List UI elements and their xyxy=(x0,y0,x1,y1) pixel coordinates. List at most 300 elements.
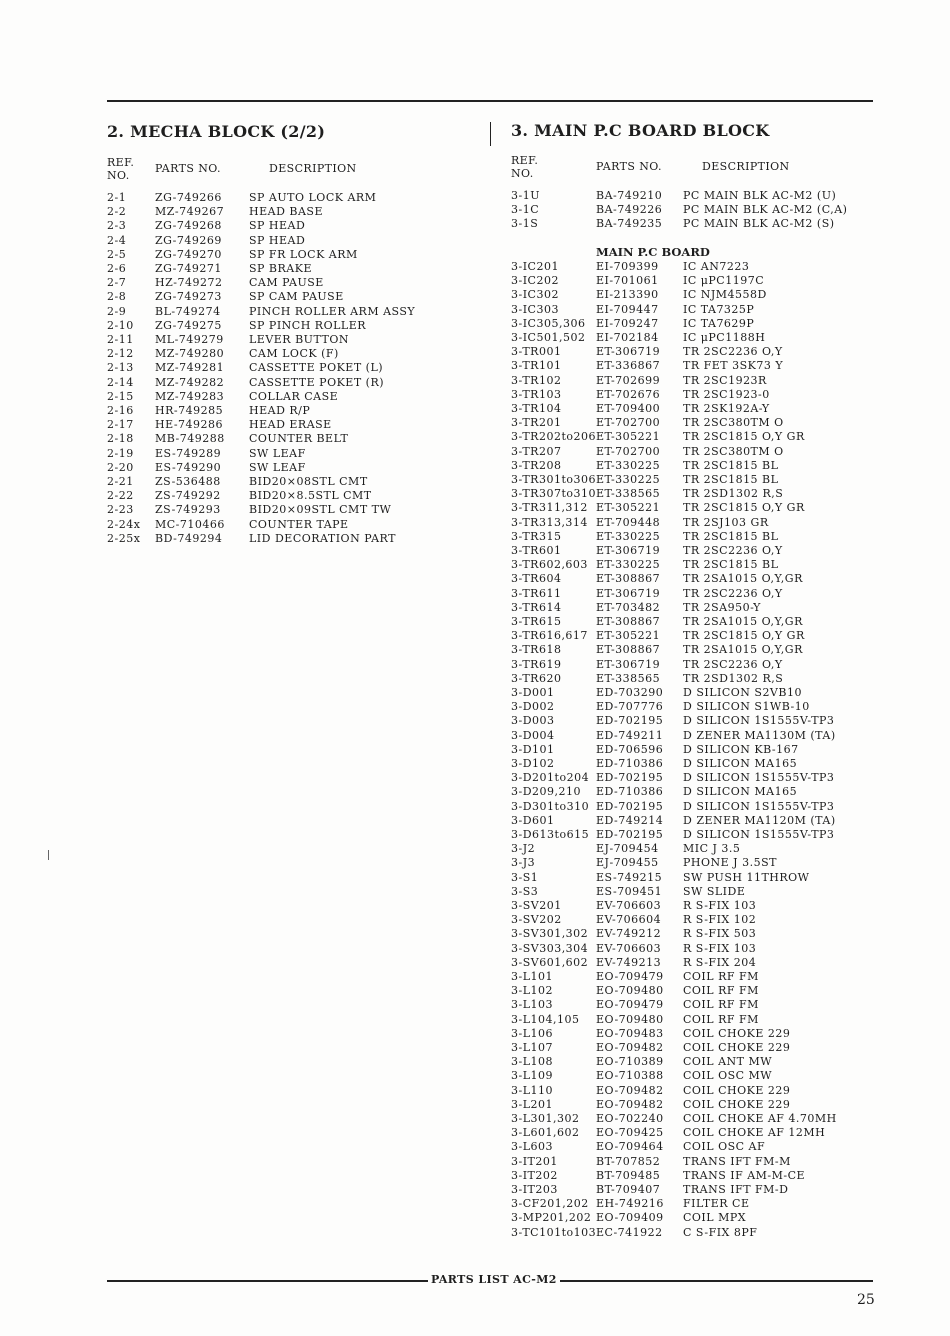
scan-mark xyxy=(48,850,49,860)
parts-no: ED-710386 xyxy=(596,757,664,770)
parts-no: BT-709407 xyxy=(596,1183,661,1196)
description: TR 2SC380TM O xyxy=(683,416,784,430)
ref-no: 3-TR616,617 xyxy=(511,629,588,643)
description: IC μPC1188H xyxy=(683,331,766,344)
parts-no: HE-749286 xyxy=(155,418,224,432)
ref-no: 3-D002 xyxy=(511,700,555,714)
ref-header-line1: REF. xyxy=(107,156,135,169)
description: IC TA7325P xyxy=(683,302,755,316)
description: COIL RF FM xyxy=(683,984,759,998)
parts-no: EO-710388 xyxy=(596,1069,664,1083)
parts-no: ET-709400 xyxy=(596,402,661,415)
description: SW LEAF xyxy=(249,460,306,474)
description: COIL RF FM xyxy=(683,970,759,983)
parts-no: ZG-749266 xyxy=(155,191,222,204)
ref-no: 2-4 xyxy=(107,233,127,247)
ref-no: 2-10 xyxy=(107,318,134,332)
description: COIL CHOKE AF 12MH xyxy=(683,1126,826,1140)
description: D SILICON KB-167 xyxy=(683,742,799,756)
parts-no: EI-701061 xyxy=(596,274,659,288)
parts-no: ET-305221 xyxy=(596,629,661,643)
description: PC MAIN BLK AC-M2 (C,A) xyxy=(683,203,848,217)
ref-no: 3-TR604 xyxy=(511,572,562,586)
parts-no: HZ-749272 xyxy=(155,276,223,290)
description: SP FR LOCK ARM xyxy=(249,247,358,261)
parts-no: EO-709425 xyxy=(596,1126,664,1140)
parts-no: BT-707852 xyxy=(596,1154,661,1168)
description: D SILICON 1S1555V-TP3 xyxy=(683,714,835,728)
parts-no: EI-709447 xyxy=(596,302,659,316)
parts-no: ET-306719 xyxy=(596,345,661,359)
ref-no: 2-22 xyxy=(107,489,134,503)
ref-no: 3-TR103 xyxy=(511,387,562,401)
ref-no: 3-SV202 xyxy=(511,913,562,927)
ref-no: 3-TR001 xyxy=(511,345,562,359)
description: TRANS IFT FM-D xyxy=(683,1183,789,1196)
ref-no: 2-6 xyxy=(107,262,127,275)
parts-no: ED-703290 xyxy=(596,686,664,699)
ref-no: 2-16 xyxy=(107,404,134,417)
parts-no: ZG-749268 xyxy=(155,219,222,233)
parts-no: BL-749274 xyxy=(155,304,221,318)
description: TRANS IFT FM-M xyxy=(683,1154,791,1168)
page-number: 25 xyxy=(857,1292,875,1308)
description: IC AN7223 xyxy=(683,260,750,273)
description: COUNTER BELT xyxy=(249,432,349,446)
parts-no: ET-305221 xyxy=(596,501,661,515)
parts-no: EO-709479 xyxy=(596,998,664,1012)
description: FILTER CE xyxy=(683,1197,750,1211)
ref-no: 3-TR201 xyxy=(511,416,562,430)
main-pc-board-subheading: MAIN P.C BOARD xyxy=(596,245,710,259)
parts-no: MZ-749281 xyxy=(155,361,225,375)
parts-no: EO-709464 xyxy=(596,1140,664,1154)
ref-no: 2-19 xyxy=(107,446,134,460)
ref-no: 3-IC201 xyxy=(511,260,559,273)
description: MIC J 3.5 xyxy=(683,842,741,856)
description: TR 2SC2236 O,Y xyxy=(683,345,783,359)
parts-no: ET-702700 xyxy=(596,416,661,430)
description: TR 2SA1015 O,Y,GR xyxy=(683,572,803,586)
ref-no: 2-23 xyxy=(107,503,134,517)
ref-no: 2-15 xyxy=(107,389,134,403)
parts-no: ET-308867 xyxy=(596,643,661,657)
ref-no: 3-TR315 xyxy=(511,529,562,543)
description: SP PINCH ROLLER xyxy=(249,318,367,332)
parts-no: EO-709482 xyxy=(596,1083,664,1097)
ref-no: 3-L301,302 xyxy=(511,1112,580,1125)
description: BID20×08STL CMT xyxy=(249,475,368,488)
right-parts-header: PARTS NO. xyxy=(596,160,662,173)
ref-no: 3-L108 xyxy=(511,1055,554,1069)
parts-no: BA-749235 xyxy=(596,217,663,231)
description: SP AUTO LOCK ARM xyxy=(249,191,377,204)
description: SP BRAKE xyxy=(249,262,312,275)
description: TR 2SC1815 BL xyxy=(683,529,779,543)
ref-no: 3-L107 xyxy=(511,1041,554,1054)
parts-no: EO-702240 xyxy=(596,1112,664,1125)
description: R S-FIX 102 xyxy=(683,913,757,927)
description: CASSETTE POKET (R) xyxy=(249,375,385,389)
parts-no: ET-330225 xyxy=(596,529,661,543)
description: R S-FIX 204 xyxy=(683,955,757,969)
parts-no: EC-741922 xyxy=(596,1225,663,1239)
description: COUNTER TAPE xyxy=(249,517,349,531)
ref-no: 3-CF201,202 xyxy=(511,1197,589,1211)
description: COIL MPX xyxy=(683,1211,747,1225)
ref-no: 2-24x xyxy=(107,517,141,531)
description: LEVER BUTTON xyxy=(249,333,349,346)
ref-no: 3-TR602,603 xyxy=(511,558,588,572)
parts-no: ED-707776 xyxy=(596,700,664,714)
top-rule xyxy=(107,100,873,102)
parts-no: ED-702195 xyxy=(596,714,664,728)
ref-no: 3-D001 xyxy=(511,686,555,699)
parts-no: ML-749279 xyxy=(155,333,224,346)
ref-no: 2-7 xyxy=(107,276,127,290)
ref-no: 3-TR619 xyxy=(511,657,562,671)
ref-no: 3-SV601,602 xyxy=(511,955,589,969)
ref-no: 3-IT203 xyxy=(511,1183,558,1196)
description: TR 2SA950-Y xyxy=(683,600,761,614)
ref-no: 2-5 xyxy=(107,247,127,261)
parts-no: MB-749288 xyxy=(155,432,225,446)
ref-no: 3-D613to615 xyxy=(511,828,590,841)
parts-no: ZS-536488 xyxy=(155,475,221,488)
ref-no: 3-1U xyxy=(511,189,540,202)
parts-no: ES-749289 xyxy=(155,446,222,460)
parts-no: MZ-749267 xyxy=(155,205,225,219)
description: TR 2SC1815 O,Y GR xyxy=(683,629,805,643)
description: TR 2SC1815 BL xyxy=(683,473,779,486)
ref-no: 2-9 xyxy=(107,304,127,318)
left-parts-header: PARTS NO. xyxy=(155,162,221,175)
description: SP HEAD xyxy=(249,233,306,247)
ref-no: 2-2 xyxy=(107,205,127,219)
ref-no: 2-11 xyxy=(107,333,134,346)
ref-no: 3-TR202to206 xyxy=(511,430,596,444)
description: TR 2SC380TM O xyxy=(683,444,784,458)
description: D SILICON MA165 xyxy=(683,757,798,770)
description: R S-FIX 103 xyxy=(683,899,757,912)
ref-no: 3-1C xyxy=(511,203,540,217)
parts-no: ED-706596 xyxy=(596,742,664,756)
description: D ZENER MA1130M (TA) xyxy=(683,728,836,742)
parts-no: ET-305221 xyxy=(596,430,661,444)
ref-no: 3-D301to310 xyxy=(511,799,590,813)
right-ref-header xyxy=(511,154,538,180)
description: TR 2SD1302 R,S xyxy=(683,487,784,501)
ref-no: 3-L109 xyxy=(511,1069,554,1083)
description: TR 2SC1923-0 xyxy=(683,387,770,401)
description: COIL RF FM xyxy=(683,998,759,1012)
parts-no: ZG-749275 xyxy=(155,318,222,332)
parts-no: EO-709482 xyxy=(596,1041,664,1054)
parts-no: ET-330225 xyxy=(596,558,661,572)
parts-no: ES-749215 xyxy=(596,870,663,884)
ref-no: 2-12 xyxy=(107,347,134,361)
column-divider xyxy=(490,122,491,146)
ref-no: 3-D102 xyxy=(511,757,555,770)
parts-no: ET-306719 xyxy=(596,586,661,600)
ref-no: 3-TR208 xyxy=(511,458,562,472)
ref-no: 3-TC101to103 xyxy=(511,1225,597,1239)
description: TR 2SK192A-Y xyxy=(683,402,770,415)
ref-no: 3-D201to204 xyxy=(511,771,590,785)
parts-no: BT-709485 xyxy=(596,1168,661,1182)
ref-no: 3-TR313,314 xyxy=(511,515,588,529)
parts-no: EO-709480 xyxy=(596,1012,664,1026)
ref-no: 3-S1 xyxy=(511,870,539,884)
description: IC TA7629P xyxy=(683,316,755,330)
description: CAM PAUSE xyxy=(249,276,324,290)
parts-no: EO-710389 xyxy=(596,1055,664,1069)
parts-no: EO-709409 xyxy=(596,1211,664,1225)
parts-no: ET-702700 xyxy=(596,444,661,458)
parts-no: ZG-749271 xyxy=(155,262,222,275)
parts-no: ET-330225 xyxy=(596,473,661,486)
ref-no: 2-20 xyxy=(107,460,134,474)
parts-no: ET-703482 xyxy=(596,600,661,614)
ref-no: 3-SV301,302 xyxy=(511,927,589,941)
parts-no: BA-749226 xyxy=(596,203,663,217)
description: TR 2SJ103 GR xyxy=(683,515,769,529)
parts-no: EV-706604 xyxy=(596,913,662,927)
parts-no: EO-709480 xyxy=(596,984,664,998)
ref-no: 3-TR615 xyxy=(511,615,562,628)
description: PC MAIN BLK AC-M2 (U) xyxy=(683,189,837,202)
parts-no: EI-213390 xyxy=(596,288,659,302)
ref-no: 3-D101 xyxy=(511,742,555,756)
parts-no: ED-749211 xyxy=(596,728,664,742)
description: TR 2SC1923R xyxy=(683,373,767,387)
ref-no: 3-IC302 xyxy=(511,288,559,302)
ref-no: 3-TR311,312 xyxy=(511,501,588,515)
description: D SILICON MA165 xyxy=(683,785,798,799)
ref-no: 3-J3 xyxy=(511,856,536,870)
ref-header-line2: NO. xyxy=(511,167,534,180)
parts-no: BA-749210 xyxy=(596,189,663,202)
ref-no: 3-1S xyxy=(511,217,539,231)
description: HEAD BASE xyxy=(249,205,323,219)
parts-no: EV-706603 xyxy=(596,899,662,912)
ref-no: 3-IC303 xyxy=(511,302,559,316)
parts-no: MZ-749280 xyxy=(155,347,225,361)
parts-no: EO-709479 xyxy=(596,970,664,983)
description: SP HEAD xyxy=(249,219,306,233)
parts-no: EI-709247 xyxy=(596,316,659,330)
ref-no: 2-18 xyxy=(107,432,134,446)
parts-no: MC-710466 xyxy=(155,517,225,531)
description: PC MAIN BLK AC-M2 (S) xyxy=(683,217,835,231)
parts-no: EV-706603 xyxy=(596,941,662,955)
ref-no: 3-TR614 xyxy=(511,600,562,614)
description: R S-FIX 503 xyxy=(683,927,757,941)
parts-no: ET-306719 xyxy=(596,544,661,557)
description: COIL ANT MW xyxy=(683,1055,773,1069)
footer-label: PARTS LIST AC-M2 xyxy=(428,1273,560,1286)
parts-no: EJ-709455 xyxy=(596,856,659,870)
ref-no: 3-L110 xyxy=(511,1083,554,1097)
ref-no: 3-L601,602 xyxy=(511,1126,580,1140)
parts-no: EJ-709454 xyxy=(596,842,659,856)
description: COLLAR CASE xyxy=(249,389,339,403)
description: SP CAM PAUSE xyxy=(249,290,344,304)
parts-no: EH-749216 xyxy=(596,1197,664,1211)
description: TR 2SC1815 O,Y GR xyxy=(683,430,805,444)
parts-no: EI-709399 xyxy=(596,260,659,273)
description: COIL CHOKE 229 xyxy=(683,1026,791,1040)
description: TR 2SD1302 R,S xyxy=(683,671,784,685)
ref-no: 3-D601 xyxy=(511,813,555,827)
description: HEAD ERASE xyxy=(249,418,332,432)
ref-no: 3-SV303,304 xyxy=(511,941,589,955)
ref-no: 3-L102 xyxy=(511,984,554,998)
description: D ZENER MA1120M (TA) xyxy=(683,813,836,827)
parts-no: ES-709451 xyxy=(596,884,663,898)
description: PINCH ROLLER ARM ASSY xyxy=(249,304,416,318)
description: HEAD R/P xyxy=(249,404,311,417)
parts-no: ET-336867 xyxy=(596,359,661,373)
ref-no: 3-TR307to310 xyxy=(511,487,596,501)
parts-no: EO-709483 xyxy=(596,1026,664,1040)
ref-no: 3-TR207 xyxy=(511,444,562,458)
description: TR 2SC1815 BL xyxy=(683,558,779,572)
parts-no: ED-702195 xyxy=(596,771,664,785)
ref-no: 3-L103 xyxy=(511,998,554,1012)
description: BID20×8.5STL CMT xyxy=(249,489,372,503)
ref-no: 3-SV201 xyxy=(511,899,562,912)
description: IC μPC1197C xyxy=(683,274,765,288)
ref-no: 2-13 xyxy=(107,361,134,375)
ref-no: 3-D004 xyxy=(511,728,555,742)
description: D SILICON 1S1555V-TP3 xyxy=(683,771,835,785)
description: COIL CHOKE 229 xyxy=(683,1041,791,1054)
parts-no: ZS-749292 xyxy=(155,489,221,503)
description: TR 2SC2236 O,Y xyxy=(683,657,783,671)
main-pc-board-block-title: 3. MAIN P.C BOARD BLOCK xyxy=(511,121,770,140)
parts-no: ET-338565 xyxy=(596,487,661,501)
parts-no: MZ-749283 xyxy=(155,389,225,403)
ref-no: 3-IT202 xyxy=(511,1168,558,1182)
ref-no: 3-IT201 xyxy=(511,1154,558,1168)
description: LID DECORATION PART xyxy=(249,531,396,545)
ref-no: 3-L201 xyxy=(511,1097,554,1111)
parts-no: EO-709482 xyxy=(596,1097,664,1111)
parts-no: ZS-749293 xyxy=(155,503,221,517)
ref-header-line2: NO. xyxy=(107,169,130,182)
parts-no: ET-308867 xyxy=(596,615,661,628)
parts-no: HR-749285 xyxy=(155,404,224,417)
description: D SILICON S1WB-10 xyxy=(683,700,810,714)
parts-no: MZ-749282 xyxy=(155,375,225,389)
description: COIL OSC MW xyxy=(683,1069,773,1083)
left-desc-header: DESCRIPTION xyxy=(269,162,357,175)
ref-no: 3-IC202 xyxy=(511,274,559,288)
description: COIL CHOKE AF 4.70MH xyxy=(683,1112,837,1125)
description: R S-FIX 103 xyxy=(683,941,757,955)
ref-no: 3-TR102 xyxy=(511,373,562,387)
description: C S-FIX 8PF xyxy=(683,1225,758,1239)
ref-no: 2-8 xyxy=(107,290,127,304)
description: COIL CHOKE 229 xyxy=(683,1083,791,1097)
ref-no: 3-TR301to306 xyxy=(511,473,596,486)
description: TR 2SC1815 O,Y GR xyxy=(683,501,805,515)
description: SW LEAF xyxy=(249,446,306,460)
description: IC NJM4558D xyxy=(683,288,767,302)
ref-no: 3-TR101 xyxy=(511,359,562,373)
parts-no: ET-338565 xyxy=(596,671,661,685)
description: CASSETTE POKET (L) xyxy=(249,361,384,375)
parts-no: ET-306719 xyxy=(596,657,661,671)
left-ref-header xyxy=(107,156,134,182)
description: D SILICON S2VB10 xyxy=(683,686,802,699)
description: TRANS IF AM-M-CE xyxy=(683,1168,806,1182)
description: D SILICON 1S1555V-TP3 xyxy=(683,828,835,841)
parts-no: ES-749290 xyxy=(155,460,222,474)
description: PHONE J 3.5ST xyxy=(683,856,777,870)
parts-no: ET-308867 xyxy=(596,572,661,586)
ref-no: 2-21 xyxy=(107,475,134,488)
ref-no: 3-D209,210 xyxy=(511,785,582,799)
parts-no: ET-330225 xyxy=(596,458,661,472)
parts-no: ZG-749269 xyxy=(155,233,222,247)
description: SW PUSH 11THROW xyxy=(683,870,810,884)
parts-no: ED-710386 xyxy=(596,785,664,799)
description: COIL CHOKE 229 xyxy=(683,1097,791,1111)
parts-no: EV-749213 xyxy=(596,955,662,969)
ref-no: 3-J2 xyxy=(511,842,536,856)
parts-no: ET-709448 xyxy=(596,515,661,529)
ref-no: 3-TR620 xyxy=(511,671,562,685)
ref-no: 3-TR104 xyxy=(511,402,562,415)
description: TR 2SA1015 O,Y,GR xyxy=(683,615,803,628)
mecha-block-title: 2. MECHA BLOCK (2/2) xyxy=(107,122,326,141)
ref-no: 3-D003 xyxy=(511,714,555,728)
parts-no: ED-749214 xyxy=(596,813,664,827)
ref-no: 3-L106 xyxy=(511,1026,554,1040)
description: D SILICON 1S1555V-TP3 xyxy=(683,799,835,813)
right-desc-header: DESCRIPTION xyxy=(702,160,790,173)
ref-no: 3-IC305,306 xyxy=(511,316,586,330)
description: TR 2SC2236 O,Y xyxy=(683,544,783,557)
parts-no: ZG-749270 xyxy=(155,247,222,261)
ref-no: 3-S3 xyxy=(511,884,539,898)
description: TR 2SC2236 O,Y xyxy=(683,586,783,600)
ref-no: 3-MP201,202 xyxy=(511,1211,592,1225)
ref-no: 3-IC501,502 xyxy=(511,331,586,344)
parts-no: ED-702195 xyxy=(596,828,664,841)
parts-no: ZG-749273 xyxy=(155,290,222,304)
parts-no: ET-702699 xyxy=(596,373,661,387)
description: TR 2SC1815 BL xyxy=(683,458,779,472)
parts-no: BD-749294 xyxy=(155,531,223,545)
ref-no: 2-14 xyxy=(107,375,134,389)
ref-no: 2-25x xyxy=(107,531,141,545)
description: COIL RF FM xyxy=(683,1012,759,1026)
ref-no: 3-TR618 xyxy=(511,643,562,657)
ref-no: 2-17 xyxy=(107,418,134,432)
parts-no: EI-702184 xyxy=(596,331,659,344)
description: TR FET 3SK73 Y xyxy=(683,359,784,373)
ref-no: 2-3 xyxy=(107,219,127,233)
ref-no: 3-L104,105 xyxy=(511,1012,580,1026)
description: CAM LOCK (F) xyxy=(249,347,339,361)
parts-no: EV-749212 xyxy=(596,927,662,941)
ref-no: 3-TR601 xyxy=(511,544,562,557)
ref-no: 2-1 xyxy=(107,191,127,204)
ref-header-line1: REF. xyxy=(511,154,539,167)
